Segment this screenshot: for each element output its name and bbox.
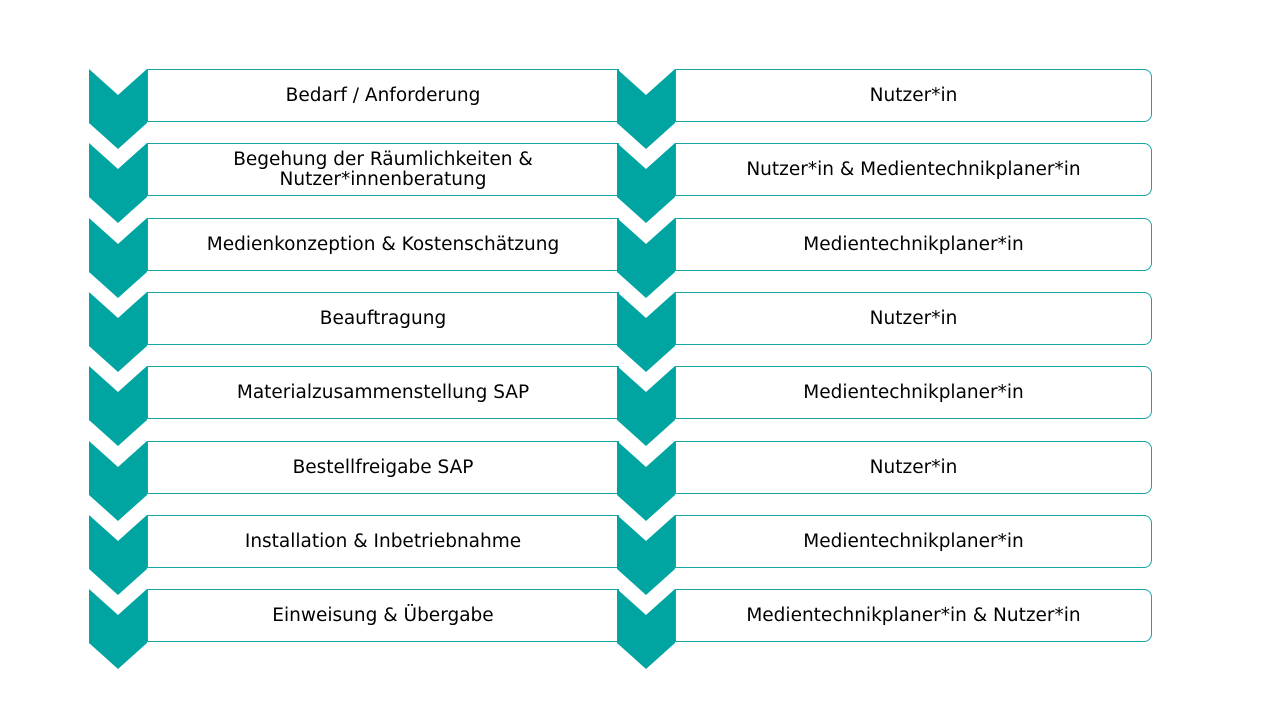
process-step-box [147, 69, 619, 122]
role-box [675, 441, 1152, 494]
role-box [675, 292, 1152, 345]
role-label: Medientechnikplaner*in [803, 530, 1024, 552]
process-step-label: Beauftragung [319, 307, 447, 329]
process-step-box [147, 292, 619, 345]
process-step-box [147, 515, 619, 568]
process-step-label: Einweisung & Übergabe [272, 604, 494, 626]
role-label: Medientechnikplaner*in [803, 381, 1024, 403]
chevron-down-icon [617, 441, 675, 521]
chevron-down-icon [617, 515, 675, 595]
chevron-down-icon [617, 69, 675, 149]
process-step-label: Begehung der Räumlichkeiten & Nutzer*innenberatung [233, 148, 533, 190]
chevron-down-icon [89, 366, 147, 446]
role-label: Nutzer*in [869, 307, 958, 329]
chevron-down-icon [617, 589, 675, 669]
chevron-down-icon [89, 441, 147, 521]
chevron-down-icon [89, 143, 147, 223]
process-step-box [147, 143, 619, 196]
chevron-down-icon [617, 292, 675, 372]
role-label: Medientechnikplaner*in & Nutzer*in [746, 604, 1081, 626]
chevron-down-icon [617, 218, 675, 298]
role-label: Nutzer*in [869, 456, 958, 478]
role-box [675, 218, 1152, 271]
role-box [675, 69, 1152, 122]
process-step-box [147, 366, 619, 419]
process-step-label: Materialzusammenstellung SAP [236, 381, 530, 403]
role-box [675, 143, 1152, 196]
chevron-down-icon [89, 292, 147, 372]
role-label: Nutzer*in & Medientechnikplaner*in [746, 158, 1081, 180]
chevron-down-icon [89, 515, 147, 595]
process-step-label: Bestellfreigabe SAP [292, 456, 474, 478]
process-step-box [147, 218, 619, 271]
role-box [675, 589, 1152, 642]
role-box [675, 515, 1152, 568]
process-step-box [147, 441, 619, 494]
chevron-down-icon [89, 218, 147, 298]
process-step-label: Installation & Inbetriebnahme [244, 530, 522, 552]
chevron-down-icon [89, 69, 147, 149]
role-box [675, 366, 1152, 419]
process-step-box [147, 589, 619, 642]
process-step-label: Medienkonzeption & Kostenschätzung [206, 233, 560, 255]
chevron-down-icon [617, 366, 675, 446]
chevron-down-icon [89, 589, 147, 669]
process-step-label: Bedarf / Anforderung [285, 84, 481, 106]
chevron-down-icon [617, 143, 675, 223]
role-label: Nutzer*in [869, 84, 958, 106]
role-label: Medientechnikplaner*in [803, 233, 1024, 255]
